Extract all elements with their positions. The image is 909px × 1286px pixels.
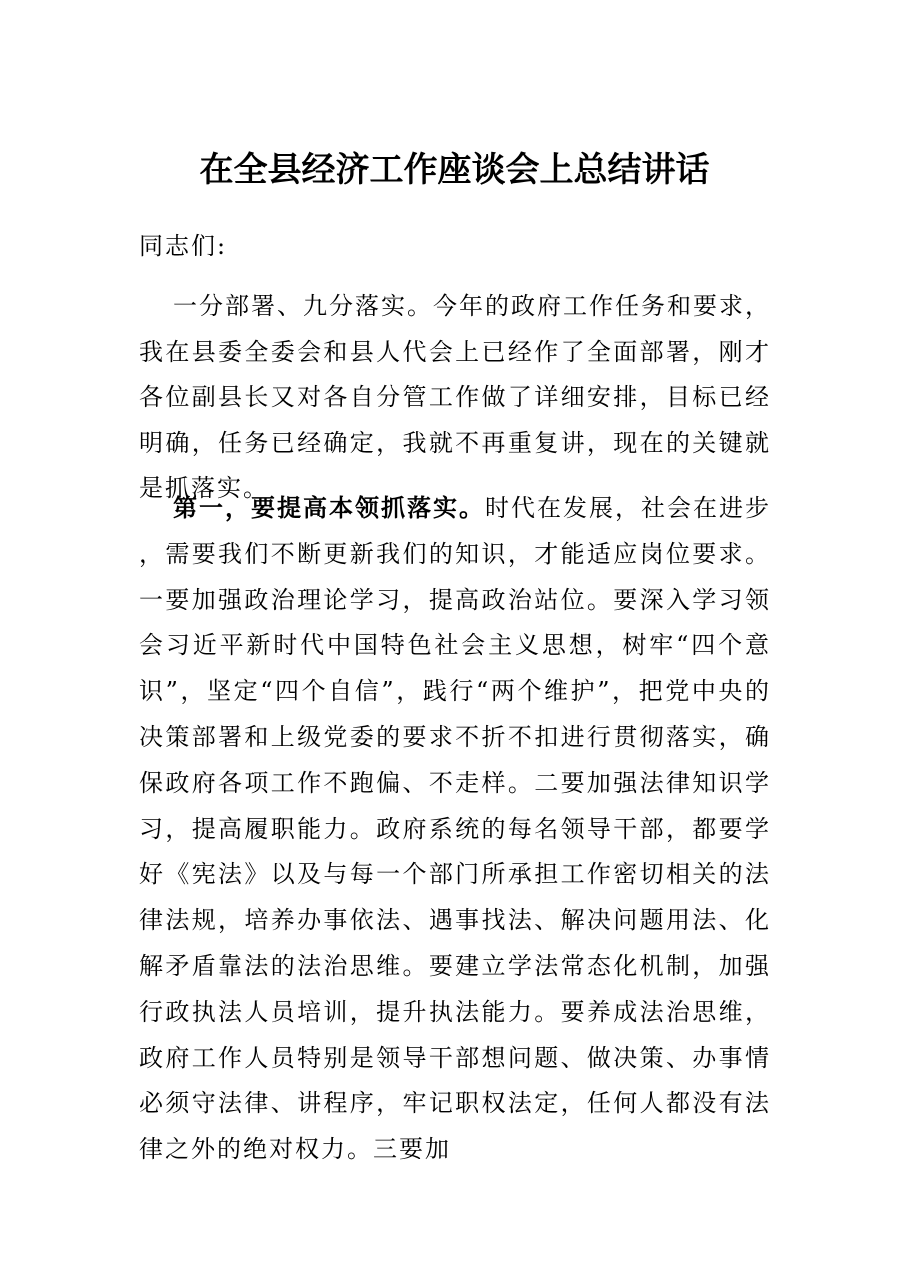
salutation: 同志们:	[139, 232, 228, 260]
paragraph-lead-heading: 第一，要提高本领抓落实。	[173, 494, 485, 522]
document-title: 在全县经济工作座谈会上总结讲话	[199, 150, 710, 190]
paragraph-first-point	[139, 486, 771, 1173]
paragraph-intro-text: 一分部署、九分落实。今年的政府工作任务和要求，我在县委全委会和县人代会上已经作了全面部署，刚才各位副县长又对各自分管工作做了详细安排，目标已经明确，任务已经确定，我就不再重复讲，现在的关键就是抓落实。	[139, 292, 771, 502]
paragraph-intro	[139, 284, 771, 512]
paragraph-first-point-text: 时代在发展，社会在进步，需要我们不断更新我们的知识，才能适应岗位要求。一要加强政治理论学习，提高政治站位。要深入学习领会习近平新时代中国特色社会主义思想，树牢“四个意识”，坚定“四个自信”，践行“两个维护”，把党中央的决策部署和上级党委的要求不折不扣进行贯彻落实，确保政府各项工作不跑偏、不走样。二要加强法律知识学习，提高履职能力。政府系统的每名领导干部，都要学好《宪法》以及与每一个部门所承担工作密切相关的法律法规，培养办事依法、遇事找法、解决问题用法、化解矛盾靠法的法治思维。要建立学法常态化机制，加强行政执法人员培训，提升执法能力。要养成法治思维，政府工作人员特别是领导干部想问题、做决策、办事情必须守法律、讲程序，牢记职权法定，任何人都没有法律之外的绝对权力。三要加	[139, 494, 771, 1164]
